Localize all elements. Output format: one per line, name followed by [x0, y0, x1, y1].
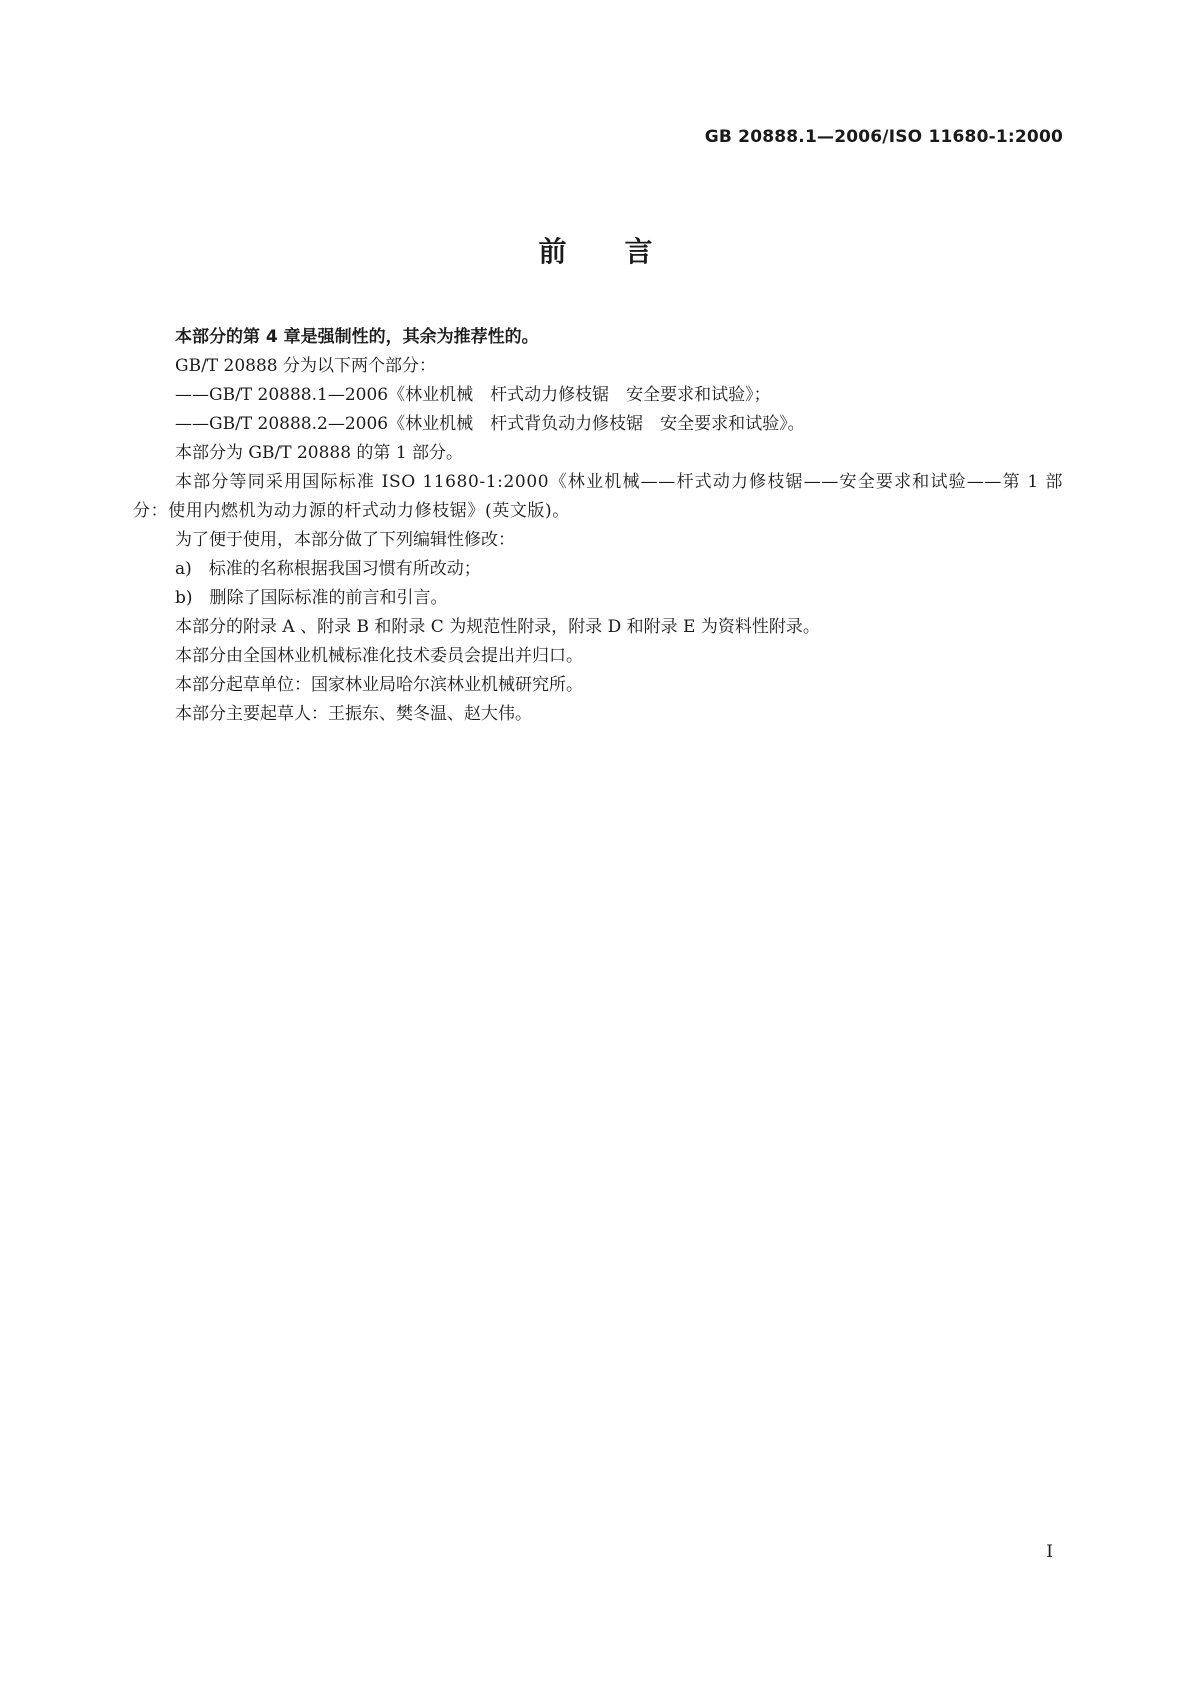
paragraph-annexes: 本部分的附录 A 、附录 B 和附录 C 为规范性附录，附录 D 和附录 E 为资料性附录。: [175, 617, 820, 637]
standard-code: GB 20888.1—2006/ISO 11680-1:2000: [704, 127, 1063, 147]
paragraph-edit-b: b) 删除了国际标准的前言和引言。: [175, 588, 448, 608]
paragraph-edit-a: a) 标准的名称根据我国习惯有所改动；: [175, 559, 481, 579]
page-number: I: [1046, 1542, 1053, 1562]
paragraph-drafting-unit: 本部分起草单位：国家林业局哈尔滨林业机械研究所。: [175, 675, 583, 695]
paragraph-edits-intro: 为了便于使用，本部分做了下列编辑性修改：: [175, 530, 515, 550]
paragraph-parts-intro: GB/T 20888 分为以下两个部分：: [175, 356, 437, 376]
paragraph-proposer: 本部分由全国林业机械标准化技术委员会提出并归口。: [175, 646, 583, 666]
page-title: 前言: [538, 235, 711, 268]
paragraph-adoption: 本部分等同采用国际标准 ISO 11680-1:2000《林业机械——杆式动力修枝锯——安全要求和试验——第 1 部分：使用内燃机为动力源的杆式动力修枝锯》(英文版)。: [133, 472, 1063, 521]
paragraph-part-2: ——GB/T 20888.2—2006《林业机械 杆式背负动力修枝锯 安全要求和试验》。: [175, 414, 805, 434]
paragraph-this-part: 本部分为 GB/T 20888 的第 1 部分。: [175, 443, 464, 463]
document-body: [133, 323, 1063, 729]
paragraph-drafters: 本部分主要起草人：王振东、樊冬温、赵大伟。: [175, 704, 532, 724]
paragraph-mandatory-note: 本部分的第 4 章是强制性的，其余为推荐性的。: [175, 327, 539, 347]
paragraph-part-1: ——GB/T 20888.1—2006《林业机械 杆式动力修枝锯 安全要求和试验》；: [175, 385, 771, 405]
